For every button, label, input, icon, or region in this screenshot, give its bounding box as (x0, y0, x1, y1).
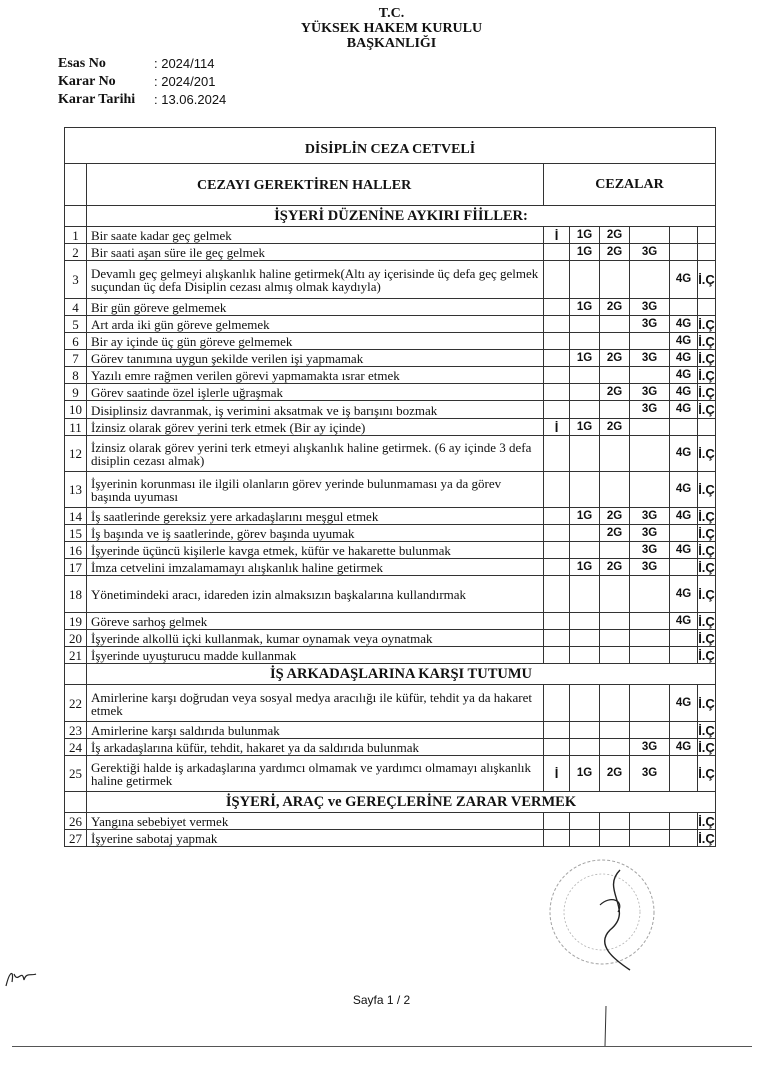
blank-cell (65, 792, 87, 813)
table-row (65, 576, 716, 613)
penalty-cell (600, 576, 630, 613)
section-header-row (65, 664, 716, 685)
offense-text: Bir saate kadar geç gelmek (87, 227, 544, 244)
penalty-cell (670, 525, 698, 542)
penalty-cell (544, 367, 570, 384)
col-header-penalties: CEZALAR (544, 164, 716, 206)
penalty-cell: 1G (570, 508, 600, 525)
penalty-cell: 3G (630, 756, 670, 792)
meta-label: Esas No (58, 56, 106, 71)
offense-text: Amirlerine karşı doğrudan veya sosyal medya aracılığı ile küfür, tehdit ya da hakaret etmek (87, 685, 544, 722)
penalty-cell: 4G (670, 333, 698, 350)
meta-row-karar (58, 73, 226, 91)
meta-row-esas (58, 55, 226, 73)
penalty-cell (600, 436, 630, 472)
penalty-cell: 4G (670, 576, 698, 613)
penalty-cell (544, 436, 570, 472)
penalty-cell (630, 472, 670, 508)
offense-text: İş saatlerinde gereksiz yere arkadaşlarını meşgul etmek (87, 508, 544, 525)
penalty-cell: İ.Ç (698, 813, 715, 829)
penalty-cell: 4G (670, 542, 698, 559)
penalty-cell: 1G (570, 756, 600, 792)
penalty-cell: İ.Ç (698, 261, 716, 299)
offense-text: Görev tanımına uygun şekilde verilen işi yapmamak (87, 350, 544, 367)
penalty-cell (630, 613, 670, 630)
penalty-cell: 3G (630, 508, 670, 525)
penalty-cell: 3G (630, 244, 670, 261)
penalty-cell (670, 419, 698, 436)
table-row (65, 525, 716, 542)
table-row (65, 244, 716, 261)
offense-text: Amirlerine karşı saldırıda bulunmak (87, 722, 544, 739)
penalty-cell (630, 813, 670, 830)
penalty-cell (544, 350, 570, 367)
offense-text: Yazılı emre rağmen verilen görevi yapmamakta ısrar etmek (87, 367, 544, 384)
penalty-cell: 1G (570, 299, 600, 316)
row-number: 18 (65, 576, 87, 613)
penalty-cell: 4G (670, 472, 698, 508)
penalty-cell (544, 299, 570, 316)
penalty-cell (698, 419, 716, 436)
row-number: 2 (65, 244, 87, 261)
penalty-cell (630, 722, 670, 739)
table-row (65, 384, 716, 401)
offense-text: Bir saati aşan süre ile geç gelmek (87, 244, 544, 261)
row-number: 1 (65, 227, 87, 244)
row-number: 3 (65, 261, 87, 299)
table-row (65, 316, 716, 333)
col-header-cases: CEZAYI GEREKTİREN HALLER (87, 164, 544, 206)
meta-value: : 13.06.2024 (154, 92, 227, 107)
row-number: 20 (65, 630, 87, 647)
row-number: 12 (65, 436, 87, 472)
penalty-cell: 2G (600, 756, 630, 792)
penalty-cell (570, 261, 600, 299)
penalty-cell: İ.Ç (698, 436, 716, 472)
penalty-cell (544, 559, 570, 576)
table-title-row (65, 128, 716, 164)
penalty-cell: İ.Ç (698, 559, 715, 575)
table-row (65, 685, 716, 722)
table-row (65, 722, 716, 739)
penalty-cell (600, 367, 630, 384)
table-row (65, 559, 716, 576)
penalty-cell (544, 722, 570, 739)
row-number: 10 (65, 401, 87, 419)
penalty-cell (698, 244, 716, 261)
penalty-cell: İ.Ç (698, 525, 715, 541)
penalty-cell: 2G (600, 384, 630, 401)
penalty-cell: 4G (670, 436, 698, 472)
meta-value: : 2024/201 (154, 74, 216, 89)
offense-text: İşyerinin korunması ile ilgili olanların görev yerinde bulunmaması ya da görev başında uyuması (87, 472, 544, 508)
penalty-cell (670, 630, 698, 647)
penalty-cell (570, 613, 600, 630)
penalty-cell: 4G (670, 350, 698, 367)
penalty-cell: İ.Ç (698, 756, 716, 792)
row-number: 27 (65, 830, 87, 847)
penalty-cell: İ.Ç (698, 542, 715, 558)
penalty-cell (630, 576, 670, 613)
penalty-cell: İ (544, 227, 570, 244)
offense-text: İş arkadaşlarına küfür, tehdit, hakaret ya da saldırıda bulunmak (87, 739, 544, 756)
table-row (65, 613, 716, 630)
penalty-cell: 4G (670, 739, 698, 756)
discipline-penalty-table (64, 127, 716, 847)
penalty-cell (570, 401, 600, 419)
offense-text: Devamlı geç gelmeyi alışkanlık haline getirmek(Altı ay içerisinde üç defa geç gelmek suçundan üç defa Disiplin cezası almış olmak kaydıyla) (87, 261, 544, 299)
penalty-cell: İ.Ç (698, 402, 715, 417)
penalty-cell (544, 542, 570, 559)
row-number: 6 (65, 333, 87, 350)
penalty-cell (544, 472, 570, 508)
row-number: 9 (65, 384, 87, 401)
row-number: 25 (65, 756, 87, 792)
offense-text: Gerektiği halde iş arkadaşlarına yardımcı olmamak ve yardımcı olmamayı alışkanlık haline getirmek (87, 756, 544, 792)
penalty-cell (544, 685, 570, 722)
row-number: 17 (65, 559, 87, 576)
penalty-cell (630, 436, 670, 472)
penalty-cell: İ.Ç (698, 384, 715, 400)
case-meta (58, 55, 226, 109)
penalty-cell: 2G (600, 559, 630, 576)
penalty-cell (570, 542, 600, 559)
section-title: İŞYERİ DÜZENİNE AYKIRI FİİLLER: (87, 206, 716, 227)
penalty-cell (544, 613, 570, 630)
penalty-cell (570, 722, 600, 739)
penalty-cell: 3G (630, 559, 670, 576)
row-number: 22 (65, 685, 87, 722)
penalty-cell (544, 647, 570, 664)
penalty-cell: 3G (630, 316, 670, 333)
offense-text: İşyerine sabotaj yapmak (87, 830, 544, 847)
section-header-row (65, 206, 716, 227)
page-number: Sayfa 1 / 2 (352, 993, 411, 1007)
header-line-3: BAŞKANLIĞI (346, 36, 437, 51)
meta-value: : 2024/114 (154, 56, 215, 71)
blank-cell (65, 664, 87, 685)
penalty-cell: İ.Ç (698, 685, 716, 722)
offense-text: Yönetimindeki aracı, idareden izin almaksızın başkalarına kullandırmak (87, 576, 544, 613)
table-row (65, 419, 716, 436)
row-number: 8 (65, 367, 87, 384)
penalty-cell: 3G (630, 350, 670, 367)
penalty-cell (670, 244, 698, 261)
penalty-cell: 2G (600, 350, 630, 367)
penalty-cell (630, 685, 670, 722)
penalty-cell (570, 739, 600, 756)
penalty-cell: İ.Ç (698, 739, 715, 755)
penalty-cell: 4G (670, 401, 698, 419)
table-row (65, 813, 716, 830)
offense-text: İş başında ve iş saatlerinde, görev başında uyumak (87, 525, 544, 542)
penalty-cell: 1G (570, 244, 600, 261)
table-row (65, 261, 716, 299)
penalty-cell (670, 559, 698, 576)
offense-text: Görev saatinde özel işlerle uğraşmak (87, 384, 544, 401)
penalty-cell (630, 647, 670, 664)
penalty-cell: İ.Ç (698, 830, 715, 846)
penalty-cell (670, 227, 698, 244)
penalty-cell: 1G (570, 350, 600, 367)
table-row (65, 227, 716, 244)
table-row (65, 401, 716, 419)
penalty-cell (570, 576, 600, 613)
penalty-cell: 4G (670, 613, 698, 630)
footer-divider (12, 1046, 752, 1047)
penalty-cell (544, 739, 570, 756)
blank-cell (65, 206, 87, 227)
penalty-cell: İ.Ç (698, 630, 715, 646)
penalty-cell (544, 576, 570, 613)
table-row (65, 367, 716, 384)
penalty-cell: İ.Ç (698, 333, 715, 349)
table-row (65, 350, 716, 367)
penalty-cell (630, 830, 670, 847)
penalty-cell (630, 630, 670, 647)
penalty-cell (600, 647, 630, 664)
offense-text: Disiplinsiz davranmak, iş verimini aksatmak ve iş barışını bozmak (87, 401, 544, 419)
penalty-cell (670, 647, 698, 664)
penalty-cell (570, 384, 600, 401)
penalty-cell (544, 630, 570, 647)
penalty-cell: İ.Ç (698, 316, 715, 332)
penalty-cell (630, 419, 670, 436)
penalty-cell (600, 333, 630, 350)
penalty-cell: 3G (630, 525, 670, 542)
penalty-cell (630, 367, 670, 384)
header-line-2: YÜKSEK HAKEM KURULU (300, 21, 483, 36)
row-number: 16 (65, 542, 87, 559)
penalty-cell (544, 830, 570, 847)
header-line-1: T.C. (378, 6, 405, 21)
table-row (65, 299, 716, 316)
penalty-cell: 2G (600, 244, 630, 261)
penalty-cell (600, 261, 630, 299)
penalty-cell (600, 613, 630, 630)
penalty-cell (570, 316, 600, 333)
penalty-cell (630, 261, 670, 299)
penalty-cell (670, 756, 698, 792)
table-row (65, 333, 716, 350)
penalty-cell: 1G (570, 559, 600, 576)
penalty-cell: İ.Ç (698, 472, 716, 508)
penalty-cell: 2G (600, 419, 630, 436)
section-title: İŞ ARKADAŞLARINA KARŞI TUTUMU (87, 664, 716, 685)
row-number: 24 (65, 739, 87, 756)
penalty-cell: İ.Ç (698, 508, 715, 524)
penalty-cell (544, 525, 570, 542)
offense-text: Bir gün göreve gelmemek (87, 299, 544, 316)
section-title: İŞYERİ, ARAÇ ve GEREÇLERİNE ZARAR VERMEK (87, 792, 716, 813)
table-row (65, 542, 716, 559)
penalty-cell (600, 739, 630, 756)
penalty-cell: 2G (600, 525, 630, 542)
offense-text: Art arda iki gün göreve gelmemek (87, 316, 544, 333)
row-number: 26 (65, 813, 87, 830)
penalty-cell (570, 830, 600, 847)
penalty-cell (630, 333, 670, 350)
penalty-cell (600, 830, 630, 847)
row-number: 14 (65, 508, 87, 525)
penalty-cell: 1G (570, 419, 600, 436)
official-stamp (540, 850, 670, 985)
penalty-cell (544, 508, 570, 525)
penalty-cell (544, 384, 570, 401)
penalty-cell: 3G (630, 299, 670, 316)
offense-text: İşyerinde uyuşturucu madde kullanmak (87, 647, 544, 664)
penalty-cell: İ.Ç (698, 367, 715, 383)
table-row (65, 830, 716, 847)
penalty-cell (670, 830, 698, 847)
row-number: 11 (65, 419, 87, 436)
offense-text: İşyerinde alkollü içki kullanmak, kumar oynamak veya oynatmak (87, 630, 544, 647)
penalty-cell (570, 630, 600, 647)
meta-label: Karar No (58, 74, 116, 89)
column-header-row (65, 164, 716, 206)
penalty-cell: 3G (630, 542, 670, 559)
penalty-cell (544, 813, 570, 830)
penalty-cell: 4G (670, 367, 698, 384)
offense-text: Göreve sarhoş gelmek (87, 613, 544, 630)
table-row (65, 508, 716, 525)
penalty-cell (570, 436, 600, 472)
penalty-cell (600, 722, 630, 739)
penalty-cell: 2G (600, 299, 630, 316)
penalty-cell (698, 227, 716, 244)
penalty-cell: İ.Ç (698, 576, 716, 613)
penalty-cell (670, 722, 698, 739)
penalty-cell: 4G (670, 508, 698, 525)
penalty-cell: 2G (600, 227, 630, 244)
penalty-cell (570, 813, 600, 830)
offense-text: İzinsiz olarak görev yerini terk etmek (Bir ay içinde) (87, 419, 544, 436)
offense-text: İşyerinde üçüncü kişilerle kavga etmek, küfür ve hakarette bulunmak (87, 542, 544, 559)
penalty-cell (544, 261, 570, 299)
penalty-cell: 3G (630, 401, 670, 419)
penalty-cell (600, 401, 630, 419)
penalty-cell: 4G (670, 261, 698, 299)
penalty-cell: 1G (570, 227, 600, 244)
penalty-cell (570, 472, 600, 508)
table-row (65, 647, 716, 664)
penalty-cell (600, 472, 630, 508)
penalty-cell (670, 813, 698, 830)
penalty-cell: 3G (630, 739, 670, 756)
blank-cell (65, 164, 87, 206)
pen-mark (604, 1006, 608, 1046)
penalty-cell: İ.Ç (698, 350, 715, 366)
penalty-cell: 2G (600, 508, 630, 525)
row-number: 4 (65, 299, 87, 316)
penalty-cell: İ.Ç (698, 722, 715, 738)
table-row (65, 436, 716, 472)
penalty-cell (544, 401, 570, 419)
penalty-cell (570, 647, 600, 664)
table-title: DİSİPLİN CEZA CETVELİ (65, 128, 716, 164)
section-header-row (65, 792, 716, 813)
penalty-cell: İ.Ç (698, 647, 715, 663)
penalty-cell (698, 299, 716, 316)
initials-signature (2, 966, 42, 992)
row-number: 7 (65, 350, 87, 367)
penalty-cell (544, 244, 570, 261)
penalty-cell (600, 316, 630, 333)
penalty-cell (570, 333, 600, 350)
table-row (65, 756, 716, 792)
penalty-cell (544, 316, 570, 333)
row-number: 21 (65, 647, 87, 664)
penalty-cell (600, 542, 630, 559)
penalty-cell: 3G (630, 384, 670, 401)
penalty-cell (570, 525, 600, 542)
offense-text: İzinsiz olarak görev yerini terk etmeyi alışkanlık haline getirmek. (6 ay içinde 3 defa disiplin cezası almak) (87, 436, 544, 472)
penalty-cell (570, 367, 600, 384)
penalty-cell: İ (544, 419, 570, 436)
row-number: 19 (65, 613, 87, 630)
offense-text: Yangına sebebiyet vermek (87, 813, 544, 830)
document-header (0, 6, 763, 51)
penalty-cell: 4G (670, 384, 698, 401)
row-number: 5 (65, 316, 87, 333)
penalty-cell: 4G (670, 685, 698, 722)
row-number: 23 (65, 722, 87, 739)
penalty-cell (600, 630, 630, 647)
table-row (65, 739, 716, 756)
offense-text: Bir ay içinde üç gün göreve gelmemek (87, 333, 544, 350)
meta-label: Karar Tarihi (58, 92, 136, 107)
penalty-cell (600, 685, 630, 722)
penalty-cell (600, 813, 630, 830)
penalty-cell (670, 299, 698, 316)
offense-text: İmza cetvelini imzalamamayı alışkanlık haline getirmek (87, 559, 544, 576)
penalty-cell: 4G (670, 316, 698, 333)
penalty-cell (630, 227, 670, 244)
row-number: 13 (65, 472, 87, 508)
penalty-cell (570, 685, 600, 722)
penalty-cell: İ (544, 756, 570, 792)
table-row (65, 472, 716, 508)
penalty-cell: İ.Ç (698, 613, 715, 629)
penalty-cell (544, 333, 570, 350)
table-row (65, 630, 716, 647)
meta-row-tarih (58, 91, 226, 109)
row-number: 15 (65, 525, 87, 542)
